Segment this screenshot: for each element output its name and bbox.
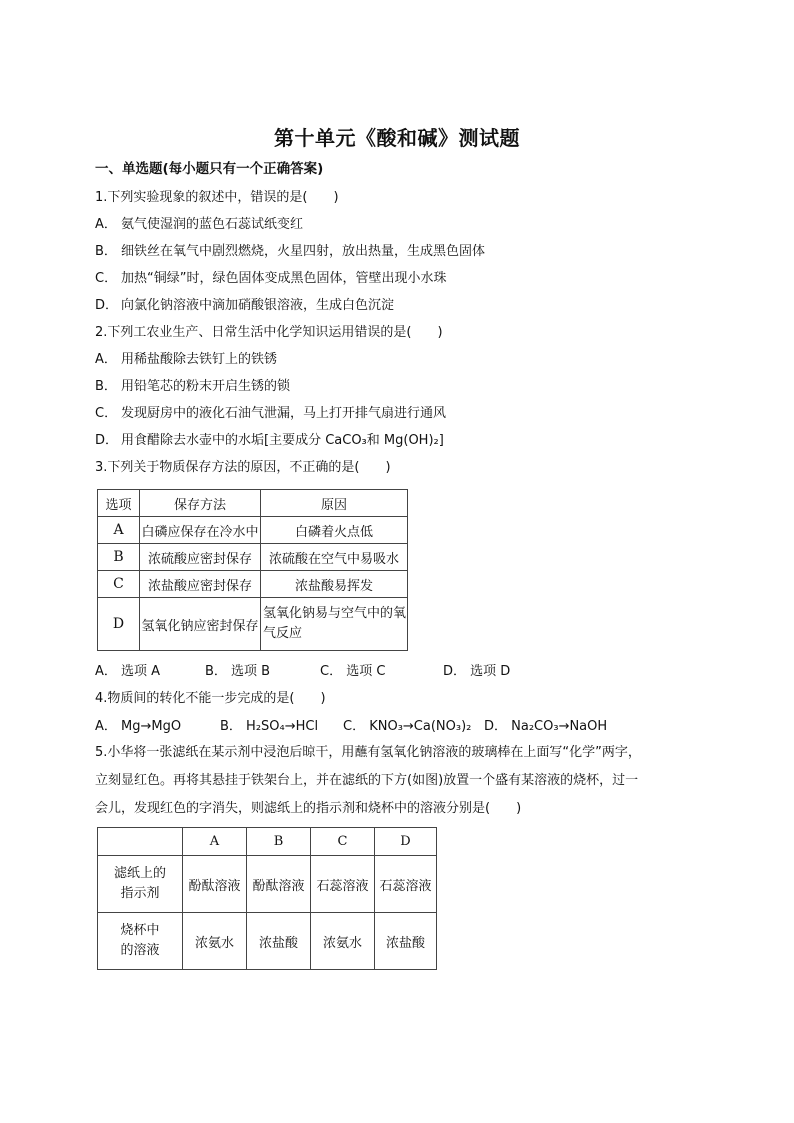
option-label: C．	[95, 271, 118, 286]
table-row	[98, 517, 408, 544]
table-cell: 浓盐酸应密封保存	[140, 571, 261, 598]
table-header-cell	[98, 828, 183, 856]
table-cell: 浓氨水	[311, 913, 375, 970]
question-4-answer-c: C． KNO₃→Ca(NO₃)₂	[343, 719, 472, 734]
table-cell: 浓氨水	[183, 913, 247, 970]
option-text: 用食醋除去水壶中的水垢[主要成分 CaCO₃和 Mg(OH)₂]	[121, 433, 444, 448]
page-title: 第十单元《酸和碱》测试题	[274, 126, 520, 150]
table-cell: 石蕊溶液	[375, 856, 437, 913]
table-row	[98, 598, 408, 651]
table-cell: 浓硫酸在空气中易吸水	[261, 544, 408, 571]
table-header-cell: 保存方法	[140, 490, 261, 517]
question-5-stem-line-2: 立刻显红色。再将其悬挂于铁架台上，并在滤纸的下方(如图)放置一个盛有某溶液的烧杯，过一	[95, 773, 639, 788]
option-label: C．	[95, 406, 118, 421]
option-text: 发现厨房中的液化石油气泄漏，马上打开排气扇进行通风	[121, 406, 447, 421]
question-1-option-a	[95, 216, 303, 234]
table-row	[98, 544, 408, 571]
question-2-option-b	[95, 378, 290, 396]
option-text: 用稀盐酸除去铁钉上的铁锈	[121, 352, 278, 367]
section-heading: 一、单选题(每小题只有一个正确答案)	[95, 161, 324, 177]
question-3-answer-a: A． 选项 A	[95, 664, 161, 679]
table-cell: 浓硫酸应密封保存	[140, 544, 261, 571]
question-3-stem: 3.下列关于物质保存方法的原因，不正确的是( )	[95, 460, 391, 475]
question-5-stem-line-1: 5.小华将一张滤纸在某示剂中浸泡后晾干，用蘸有氢氧化钠溶液的玻璃棒在上面写“化学”两字，	[95, 745, 641, 760]
question-1-option-d	[95, 297, 394, 315]
question-3-table	[97, 489, 408, 651]
question-4-answer-b: B． H₂SO₄→HCl	[220, 719, 319, 734]
question-1-stem: 1.下列实验现象的叙述中，错误的是( )	[95, 190, 339, 205]
option-text: 加热“铜绿”时，绿色固体变成黑色固体，管壁出现小水珠	[121, 271, 447, 286]
table-cell: 酚酞溶液	[247, 856, 311, 913]
table-row	[98, 913, 437, 970]
table-cell: 浓盐酸	[247, 913, 311, 970]
question-5-stem-line-3: 会儿，发现红色的字消失，则滤纸上的指示剂和烧杯中的溶液分别是( )	[95, 801, 522, 816]
table-header-cell: C	[311, 828, 375, 856]
table-cell: 氢氧化钠易与空气中的氧气反应	[261, 598, 408, 651]
table-cell: A	[98, 517, 140, 544]
table-header-cell: B	[247, 828, 311, 856]
question-2-option-d	[95, 432, 444, 450]
table-cell: 石蕊溶液	[311, 856, 375, 913]
table-cell: D	[98, 598, 140, 651]
question-3-answer-c: C． 选项 C	[320, 664, 386, 679]
table-cell: 氢氧化钠应密封保存	[140, 598, 261, 651]
table-cell: 浓盐酸易挥发	[261, 571, 408, 598]
question-4-answer-d: D． Na₂CO₃→NaOH	[484, 719, 608, 734]
option-label: D．	[95, 433, 119, 448]
question-1-option-c	[95, 270, 446, 288]
table-row	[98, 856, 437, 913]
table-cell: 浓盐酸	[375, 913, 437, 970]
table-cell: 白磷应保存在冷水中	[140, 517, 261, 544]
option-text: 细铁丝在氧气中剧烈燃烧，火星四射，放出热量，生成黑色固体	[121, 244, 486, 259]
question-1-option-b	[95, 243, 485, 261]
option-text: 氨气使湿润的蓝色石蕊试纸变红	[121, 217, 304, 232]
option-label: D．	[95, 298, 119, 313]
question-3-answer-d: D． 选项 D	[443, 664, 511, 679]
option-text: 用铅笔芯的粉末开启生锈的锁	[121, 379, 291, 394]
table-cell: 白磷着火点低	[261, 517, 408, 544]
table-header-row	[98, 828, 437, 856]
table-header-cell: D	[375, 828, 437, 856]
table-header-cell: A	[183, 828, 247, 856]
option-label: A．	[95, 217, 117, 232]
option-label: B．	[95, 379, 117, 394]
table-row	[98, 571, 408, 598]
table-row-label: 烧杯中的溶液	[98, 913, 183, 970]
question-4-stem: 4.物质间的转化不能一步完成的是( )	[95, 691, 326, 706]
question-2-stem: 2.下列工农业生产、日常生活中化学知识运用错误的是( )	[95, 325, 443, 340]
question-3-answer-b: B． 选项 B	[205, 664, 271, 679]
option-label: A．	[95, 352, 117, 367]
option-label: B．	[95, 244, 117, 259]
question-5-table	[97, 827, 437, 970]
table-cell: C	[98, 571, 140, 598]
question-2-option-c	[95, 405, 446, 423]
table-cell: B	[98, 544, 140, 571]
table-header-row	[98, 490, 408, 517]
question-4-answer-a: A． Mg→MgO	[95, 719, 182, 734]
question-2-option-a	[95, 351, 277, 369]
table-header-cell: 选项	[98, 490, 140, 517]
table-cell: 酚酞溶液	[183, 856, 247, 913]
table-header-cell: 原因	[261, 490, 408, 517]
table-row-label: 滤纸上的指示剂	[98, 856, 183, 913]
option-text: 向氯化钠溶液中滴加硝酸银溶液，生成白色沉淀	[121, 298, 395, 313]
